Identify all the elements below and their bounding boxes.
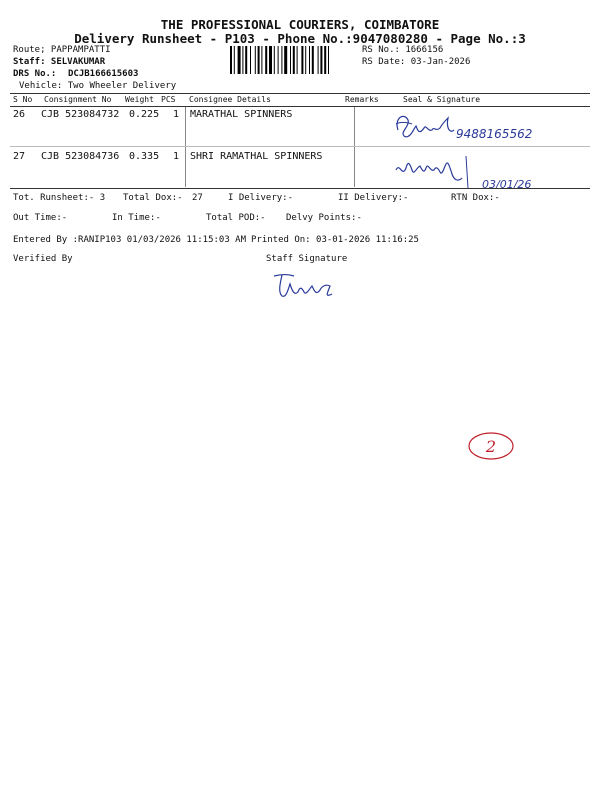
signature-row-26 <box>390 108 570 148</box>
rs-number: RS No.: 1666156 <box>362 45 444 55</box>
barcode-bar <box>284 46 287 74</box>
barcode-bar <box>261 46 262 74</box>
rtn-dox: RTN Dox:- <box>451 193 500 203</box>
drs-label: DRS No.: <box>13 69 57 79</box>
col-consignment: Consignment No <box>44 95 112 104</box>
col-weight: Weight <box>125 95 154 104</box>
row-26-pcs: 1 <box>173 109 180 120</box>
barcode-bar <box>238 46 241 74</box>
barcode-bar <box>274 46 275 74</box>
total-dox-label: Total Dox:- <box>123 193 183 203</box>
barcode-bar <box>245 46 247 74</box>
row-27-consignment: CJB 523084736 <box>41 151 120 162</box>
i-delivery: I Delivery:- <box>228 193 294 203</box>
col-divider <box>185 107 186 187</box>
col-seal-signature: Seal & Signature <box>403 95 481 104</box>
vehicle-text: Vehicle: Two Wheeler Delivery <box>19 81 177 91</box>
row-27-consignee: SHRI RAMATHAL SPINNERS <box>190 151 323 162</box>
row-27-pcs: 1 <box>173 151 180 162</box>
row-27-weight: 0.335 <box>129 151 160 162</box>
col-divider <box>354 107 355 187</box>
barcode-bar <box>265 46 267 74</box>
circled-page-mark <box>466 430 516 462</box>
barcode-bar <box>278 46 279 74</box>
barcode-bar <box>309 46 310 74</box>
barcode-bar <box>320 46 322 74</box>
barcode-bar <box>269 46 272 74</box>
staff-text: Staff: SELVAKUMAR <box>13 57 106 67</box>
col-remarks: Remarks <box>345 95 379 104</box>
col-sno: S No <box>13 95 33 104</box>
handwritten-phone: 9488165562 <box>456 127 533 141</box>
drs-value: DCJB166615603 <box>68 69 139 79</box>
barcode-bar <box>293 46 295 74</box>
table-top-rule <box>10 93 590 94</box>
handwritten-date: 03/01/26 <box>482 178 532 191</box>
route-text: Route; PAPPAMPATTI <box>13 45 111 55</box>
row-26-weight: 0.225 <box>129 109 160 120</box>
barcode-bar <box>230 46 232 74</box>
row-26-consignee: MARATHAL SPINNERS <box>190 109 293 120</box>
row-26-consignment: CJB 523084732 <box>41 109 120 120</box>
out-time: Out Time:- <box>13 213 68 223</box>
total-dox-value: 27 <box>192 193 203 203</box>
barcode-bar <box>290 46 291 74</box>
runsheet-subtitle: Delivery Runsheet - P103 - Phone No.:9047080280 - Page No.:3 <box>74 31 526 46</box>
row-27-sno: 27 <box>13 151 26 162</box>
col-consignee: Consignee Details <box>189 95 271 104</box>
delvy-points: Delvy Points:- <box>286 213 362 223</box>
barcode-bar <box>328 46 329 74</box>
barcode-bar <box>234 46 235 74</box>
barcode-bar <box>258 46 260 74</box>
staff-signature-label: Staff Signature <box>266 254 348 264</box>
ii-delivery: II Delivery:- <box>338 193 409 203</box>
barcode-bar <box>301 46 303 74</box>
entered-by: Entered By :RANIP103 01/03/2026 11:15:03 AM <box>13 235 246 245</box>
barcode-bar <box>305 46 306 74</box>
rs-date: RS Date: 03-Jan-2026 <box>362 57 471 67</box>
total-pod: Total POD:- <box>206 213 266 223</box>
staff-signature <box>268 270 348 304</box>
table-bottom-rule <box>10 188 590 189</box>
verified-by: Verified By <box>13 254 73 264</box>
barcode-bar <box>281 46 282 74</box>
in-time: In Time:- <box>112 213 161 223</box>
barcode <box>230 46 358 76</box>
barcode-bar <box>297 46 298 74</box>
barcode-bar <box>255 46 256 74</box>
company-title: THE PROFESSIONAL COURIERS, COIMBATORE <box>160 17 440 32</box>
printed-on: Printed On: 03-01-2026 11:16:25 <box>251 235 419 245</box>
barcode-bar <box>242 46 243 74</box>
barcode-bar <box>312 46 314 74</box>
barcode-bar <box>318 46 319 74</box>
page-mark-number: 2 <box>485 437 497 456</box>
row-26-sno: 26 <box>13 109 26 120</box>
table-header-rule <box>10 106 590 107</box>
tot-runsheet: Tot. Runsheet:- 3 <box>13 193 106 203</box>
col-pcs: PCS <box>161 95 176 104</box>
barcode-bar <box>250 46 251 74</box>
barcode-bar <box>324 46 326 74</box>
